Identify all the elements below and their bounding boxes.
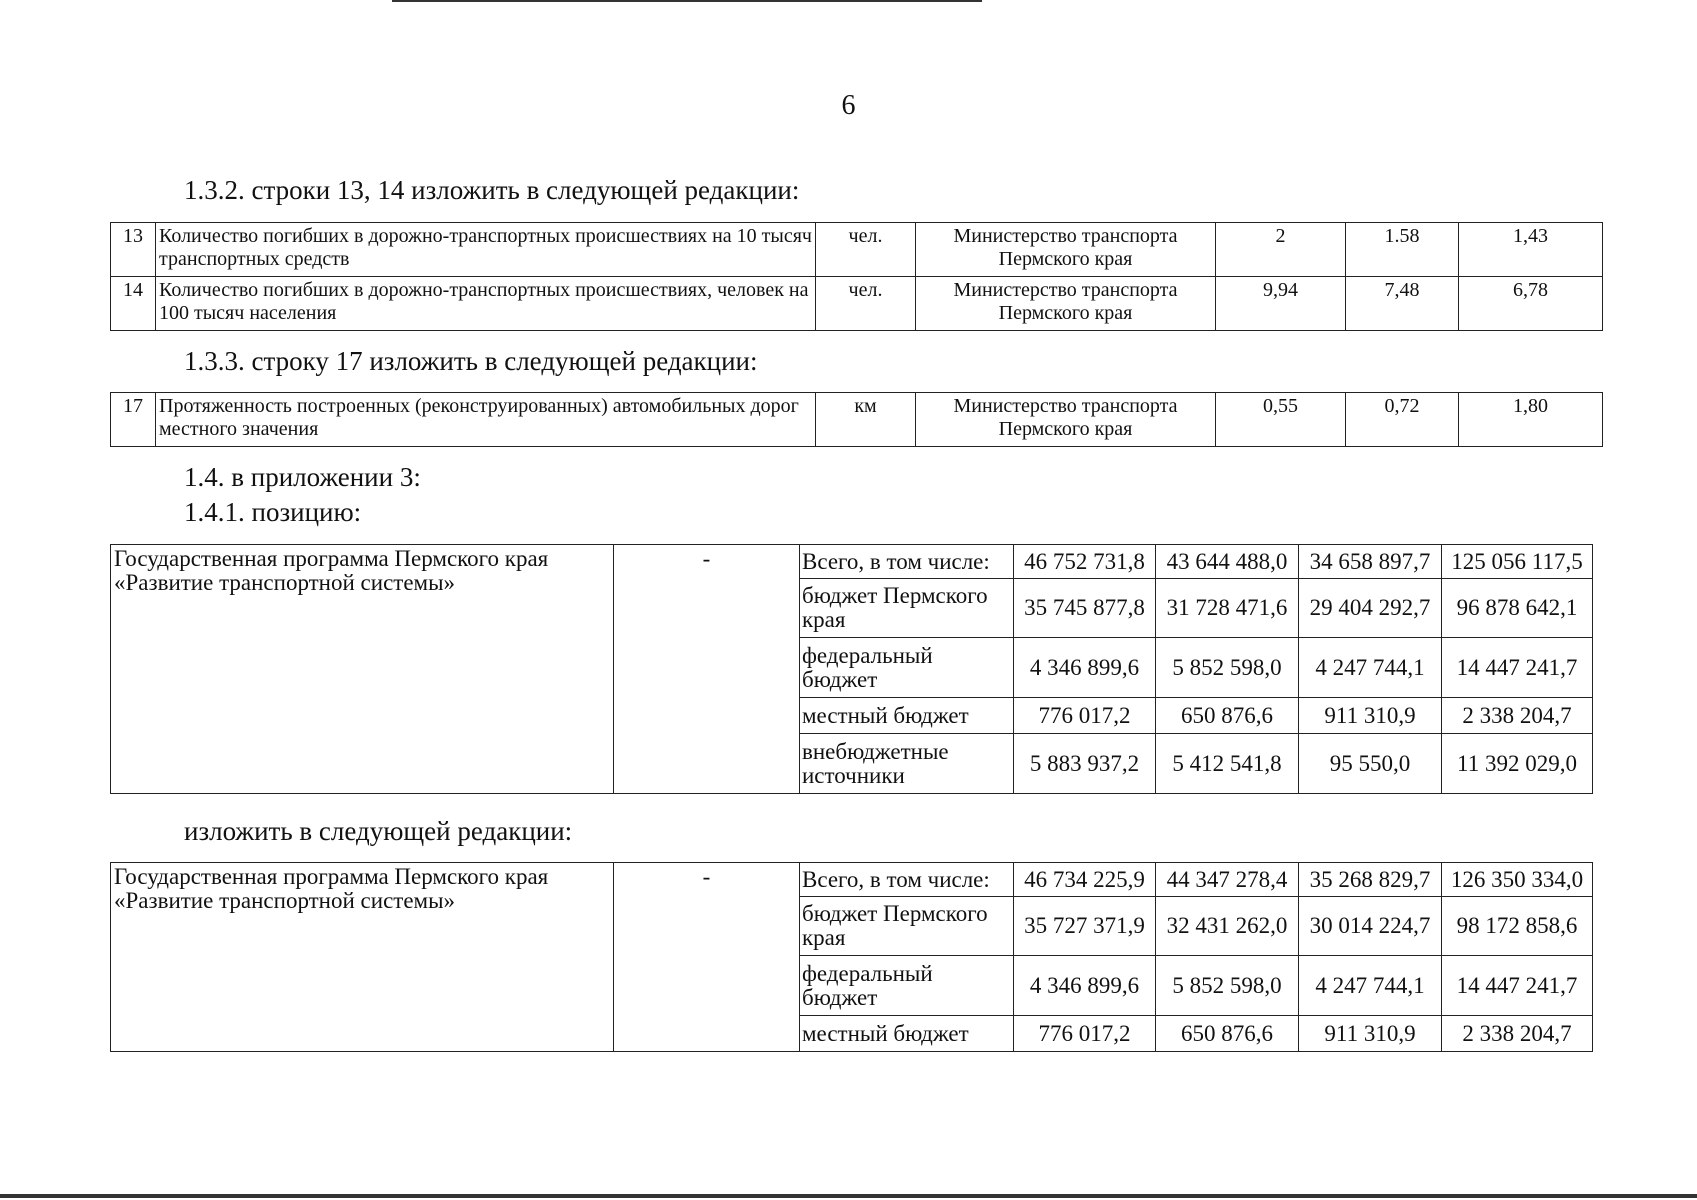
value-total: 96 878 642,1: [1442, 579, 1593, 638]
table-row: [111, 393, 1603, 447]
funding-source-label: Всего, в том числе:: [800, 863, 1014, 897]
value-1: 4 346 899,6: [1014, 956, 1156, 1016]
value-2: 32 431 262,0: [1156, 897, 1299, 956]
value-total: 98 172 858,6: [1442, 897, 1593, 956]
indicators-table-17: [110, 392, 1603, 447]
program-table-old: [110, 544, 1593, 794]
responsible-org: Министерство транспорта Пермского края: [916, 393, 1216, 447]
indicator-name: Протяженность построенных (реконструированных) автомобильных дорог местного значения: [156, 393, 816, 447]
value-1: 4 346 899,6: [1014, 638, 1156, 698]
dash-cell: -: [614, 545, 800, 794]
responsible-org: Министерство транспорта Пермского края: [916, 277, 1216, 331]
program-table-new: [110, 862, 1593, 1052]
value-total: 2 338 204,7: [1442, 698, 1593, 734]
heading-1-4: 1.4. в приложении 3:: [184, 462, 421, 492]
value-1: 776 017,2: [1014, 1016, 1156, 1052]
value-2: 7,48: [1346, 277, 1459, 331]
table-row: [111, 277, 1603, 331]
program-name: Государственная программа Пермского края «Развитие транспортной системы»: [111, 545, 614, 794]
value-2: 1.58: [1346, 223, 1459, 277]
funding-source-label: бюджет Пермского края: [800, 897, 1014, 956]
value-2: 31 728 471,6: [1156, 579, 1299, 638]
value-2: 43 644 488,0: [1156, 545, 1299, 579]
unit: км: [816, 393, 916, 447]
value-2: 650 876,6: [1156, 1016, 1299, 1052]
funding-source-label: местный бюджет: [800, 698, 1014, 734]
value-total: 11 392 029,0: [1442, 734, 1593, 794]
value-3: 34 658 897,7: [1299, 545, 1442, 579]
value-1: 46 734 225,9: [1014, 863, 1156, 897]
responsible-org: Министерство транспорта Пермского края: [916, 223, 1216, 277]
value-2: 5 852 598,0: [1156, 638, 1299, 698]
indicators-table-13-14: [110, 222, 1603, 331]
table-row: [111, 863, 1593, 897]
indicator-name: Количество погибших в дорожно-транспортных происшествиях на 10 тысяч транспортных средств: [156, 223, 816, 277]
value-total: 125 056 117,5: [1442, 545, 1593, 579]
funding-source-label: местный бюджет: [800, 1016, 1014, 1052]
unit: чел.: [816, 277, 916, 331]
funding-source-label: внебюджетные источники: [800, 734, 1014, 794]
heading-new-edition: изложить в следующей редакции:: [184, 816, 573, 846]
value-1: 35 745 877,8: [1014, 579, 1156, 638]
value-1: 46 752 731,8: [1014, 545, 1156, 579]
program-name: Государственная программа Пермского края «Развитие транспортной системы»: [111, 863, 614, 1052]
value-2: 5 852 598,0: [1156, 956, 1299, 1016]
heading-1-4-1: 1.4.1. позицию:: [184, 497, 362, 527]
value-3: 95 550,0: [1299, 734, 1442, 794]
value-2: 0,72: [1346, 393, 1459, 447]
row-number: 13: [111, 223, 156, 277]
value-3: 4 247 744,1: [1299, 638, 1442, 698]
table-row: [111, 545, 1593, 579]
value-3: 30 014 224,7: [1299, 897, 1442, 956]
funding-source-label: Всего, в том числе:: [800, 545, 1014, 579]
value-3: 1,43: [1459, 223, 1603, 277]
funding-source-label: бюджет Пермского края: [800, 579, 1014, 638]
funding-source-label: федеральный бюджет: [800, 956, 1014, 1016]
scan-bottom-edge-line: [0, 1194, 1697, 1198]
value-total: 2 338 204,7: [1442, 1016, 1593, 1052]
dash-cell: -: [614, 863, 800, 1052]
value-2: 44 347 278,4: [1156, 863, 1299, 897]
value-2: 5 412 541,8: [1156, 734, 1299, 794]
funding-source-label: федеральный бюджет: [800, 638, 1014, 698]
value-1: 35 727 371,9: [1014, 897, 1156, 956]
value-3: 4 247 744,1: [1299, 956, 1442, 1016]
value-total: 14 447 241,7: [1442, 956, 1593, 1016]
heading-1-3-3: 1.3.3. строку 17 изложить в следующей редакции:: [184, 346, 758, 376]
scan-top-edge-line: [392, 0, 982, 2]
page-number: 6: [841, 90, 856, 121]
value-1: 9,94: [1216, 277, 1346, 331]
unit: чел.: [816, 223, 916, 277]
value-total: 14 447 241,7: [1442, 638, 1593, 698]
heading-1-3-2: 1.3.2. строки 13, 14 изложить в следующей редакции:: [184, 175, 800, 205]
value-1: 0,55: [1216, 393, 1346, 447]
value-3: 35 268 829,7: [1299, 863, 1442, 897]
row-number: 17: [111, 393, 156, 447]
value-2: 650 876,6: [1156, 698, 1299, 734]
value-3: 1,80: [1459, 393, 1603, 447]
value-3: 911 310,9: [1299, 1016, 1442, 1052]
value-1: 2: [1216, 223, 1346, 277]
value-total: 126 350 334,0: [1442, 863, 1593, 897]
value-1: 776 017,2: [1014, 698, 1156, 734]
value-3: 6,78: [1459, 277, 1603, 331]
value-1: 5 883 937,2: [1014, 734, 1156, 794]
table-row: [111, 223, 1603, 277]
value-3: 911 310,9: [1299, 698, 1442, 734]
indicator-name: Количество погибших в дорожно-транспортных происшествиях, человек на 100 тысяч населения: [156, 277, 816, 331]
row-number: 14: [111, 277, 156, 331]
value-3: 29 404 292,7: [1299, 579, 1442, 638]
